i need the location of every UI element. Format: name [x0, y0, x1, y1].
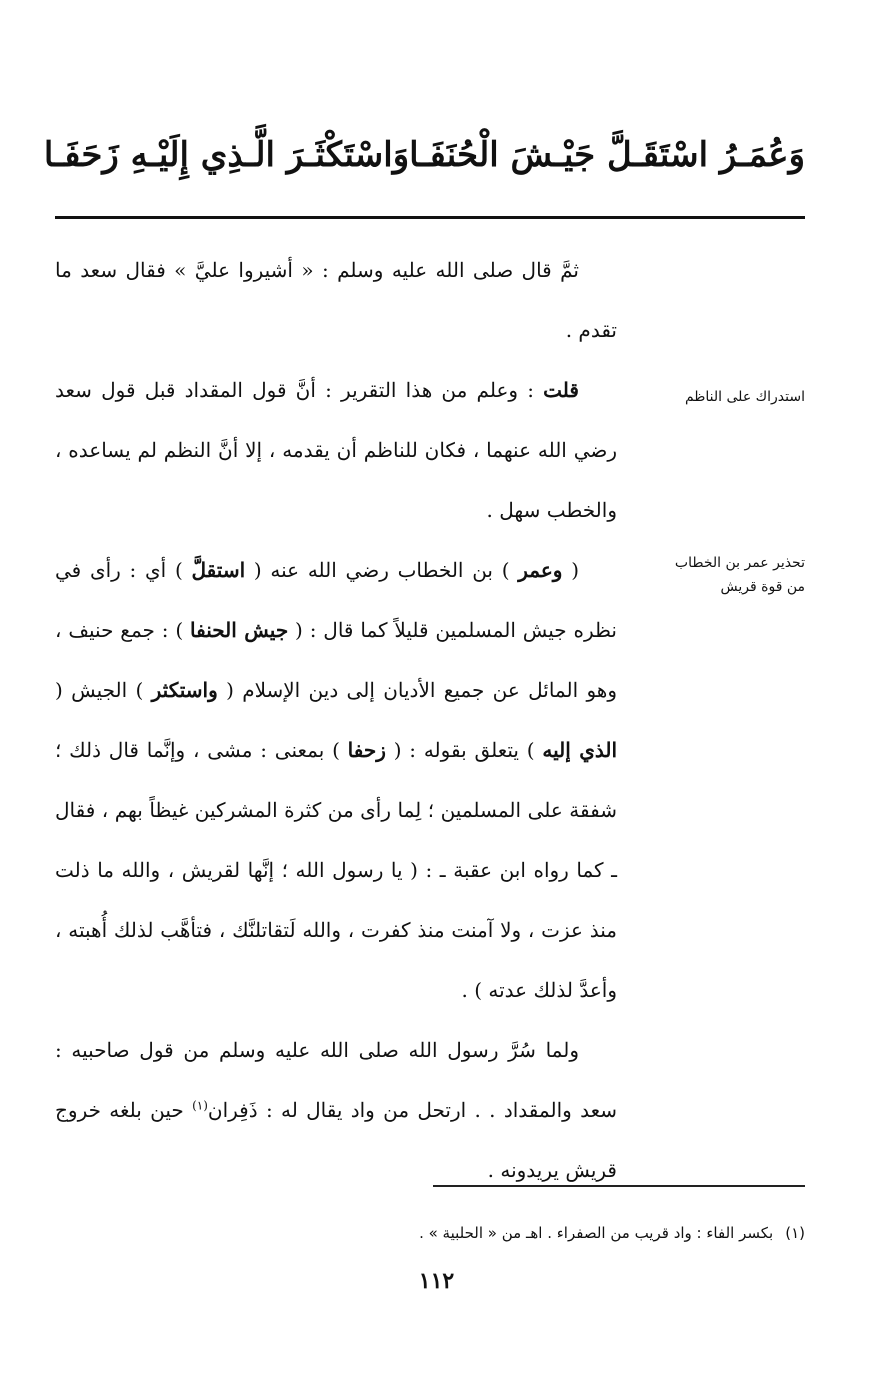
footnote-number: (١)	[785, 1224, 805, 1242]
bold-verse-word: جيش الحنفا	[190, 618, 289, 642]
text-segment: ) بن الخطاب رضي الله عنه (	[245, 558, 519, 582]
bold-verse-word: وعمر	[518, 558, 563, 582]
text-segment: حين بلغه خروج قريش يريدونه .	[55, 1098, 617, 1182]
text-segment: ولما سُرَّ رسول الله صلى الله عليه وسلم من قول صاحبيه : سعد والمقداد . . ارتحل من واد يقال له : ذَفِران	[55, 1038, 617, 1122]
margin-note-umar-warning	[645, 551, 805, 599]
bold-verse-word: واستكثر	[151, 678, 218, 702]
main-text	[55, 240, 617, 1200]
footnote	[205, 1220, 805, 1246]
paragraph-2-text: : وعلم من هذا التقرير : أنَّ قول المقداد قبل قول سعد رضي الله عنهما ، فكان للناظم أن يقدمه ، إلا أنَّ النظم لم يساعده ، والخطب سهل .	[55, 378, 617, 522]
footnote-text: بكسر الفاء : واد قريب من الصفراء . اهـ من « الحلبية » .	[419, 1224, 774, 1242]
paragraph-4	[55, 1020, 617, 1200]
margin-note-istidrak: استدراك على الناظم	[684, 389, 805, 405]
bold-verse-word: زحفا	[347, 738, 386, 762]
margin-note-line: تحذير عمر بن الخطاب	[674, 555, 805, 571]
footnote-divider	[433, 1185, 805, 1187]
qultu-word: قلت	[543, 378, 579, 402]
text-segment: ) يتعلق بقوله : (	[385, 738, 543, 762]
bold-verse-word: الذي إليه	[542, 738, 617, 762]
text-segment: ) أي : رأى في نظره جيش المسلمين قليلاً كما قال : (	[55, 558, 618, 642]
paragraph-1-text: ثمَّ قال صلى الله عليه وسلم : « أشيروا عليَّ » فقال سعد ما تقدم .	[55, 258, 617, 342]
text-segment: ) بمعنى : مشى ، وإنَّما قال ذلك ؛ شفقة على المسلمين ؛ لِما رأى من كثرة المشركين غيظاً بهم ، فقال ـ كما رواه ابن عقبة ـ : ( يا رسول الله ؛ إنَّها لقريش ، والله ما ذلت منذ عزت ، ولا آمنت منذ كفرت ، والله لَتقاتلنَّك ، فتأهَّب لذلك أُهبته ، وأعدَّ لذلك عدته ) .	[55, 738, 617, 1002]
footnote-ref[interactable]: (١)	[192, 1098, 208, 1113]
margin-note-line: من قوة قريش	[720, 579, 805, 595]
page-number: ١١٢	[418, 1268, 455, 1294]
paragraph-3	[55, 540, 617, 1020]
text-segment: ) الجيش (	[55, 678, 152, 702]
paragraph-1	[55, 240, 617, 360]
verse-right-hemistich: وَعُمَـرُ اسْتَقَـلَّ جَيْـشَ الْحُنَفَـا	[409, 135, 805, 175]
header-divider	[55, 216, 805, 219]
text-segment: (	[562, 558, 580, 582]
bold-verse-word: استقلَّ	[191, 558, 246, 582]
verse-left-hemistich: وَاسْتَكْثَـرَ الَّـذِي إِلَيْـهِ زَحَفَـا	[43, 135, 410, 175]
paragraph-2	[55, 360, 617, 540]
verse-header	[43, 120, 805, 190]
text-segment: ) : جمع حنيف ، وهو المائل عن جميع الأديان إلى دين الإسلام (	[55, 618, 617, 702]
